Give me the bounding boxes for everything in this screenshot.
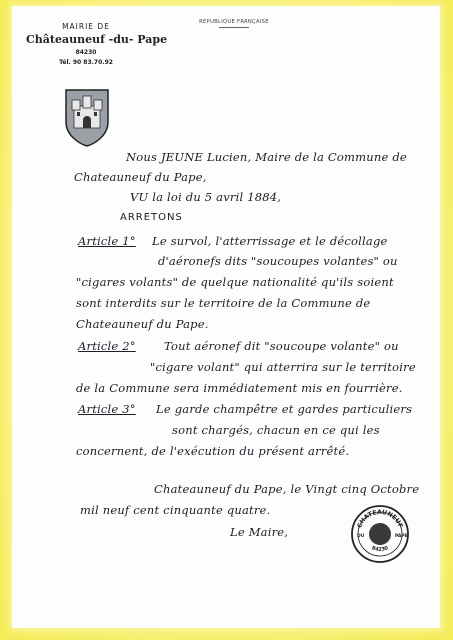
document-page <box>12 6 440 628</box>
seal-left-text: DU <box>357 534 365 539</box>
intro-line-2: Chateauneuf du Pape, <box>74 170 207 184</box>
intro-vu-line: VU la loi du 5 avril 1884, <box>130 190 282 204</box>
article-3-label: Article 3° <box>78 402 136 416</box>
svg-text:84230 <box>371 545 390 553</box>
seal-top-text: CHATEAUNEUF <box>356 508 404 529</box>
letterhead-town: Châteauneuf -du- Pape <box>26 33 168 46</box>
article-2-label: Article 2° <box>78 339 136 353</box>
letterhead-postcode: 84230 <box>75 49 97 56</box>
arretons-heading: ARRETONS <box>120 212 183 223</box>
article-2-line-1: Tout aéronef dit "soucoupe volante" ou <box>164 339 399 353</box>
article-3-line-3: concernent, de l'exécution du présent arrêté. <box>76 444 350 458</box>
intro-line-1: Nous JEUNE Lucien, Maire de la Commune de <box>126 150 407 164</box>
article-3-line-1: Le garde champêtre et gardes particuliers <box>156 402 413 416</box>
article-1-label: Article 1° <box>78 234 136 248</box>
article-2-line-3: de la Commune sera immédiatement mis en fourrière. <box>76 381 403 395</box>
article-1-line-3: "cigares volants" de quelque nationalité qu'ils soient <box>76 275 394 289</box>
republic-header <box>184 19 284 28</box>
article-1-line-5: Chateauneuf du Pape. <box>76 317 209 331</box>
letterhead <box>26 22 168 66</box>
article-3-line-2: sont chargés, chacun en ce qui les <box>172 423 380 437</box>
article-1-line-2: d'aéronefs dits "soucoupes volantes" ou <box>158 254 398 268</box>
article-1-line-1: Le survol, l'atterrissage et le décollage <box>152 234 388 248</box>
signature-label: Le Maire, <box>230 525 289 539</box>
letterhead-mairie: MAIRIE DE <box>62 22 110 31</box>
republic-rule <box>219 27 249 28</box>
seal-right-text: PAPE <box>395 534 408 539</box>
article-1-line-4: sont interdits sur le territoire de la Commune de <box>76 296 371 310</box>
town-seal-stamp <box>350 504 410 564</box>
coat-of-arms-icon <box>64 88 110 148</box>
closing-line-1: Chateauneuf du Pape, le Vingt cinq Octobre <box>154 482 420 496</box>
seal-bottom-text: 84230 <box>370 545 390 553</box>
article-2-line-2: "cigare volant" qui atterrira sur le territoire <box>150 360 416 374</box>
letterhead-phone: Tél. 90 83.70.92 <box>59 59 113 66</box>
republic-text: REPUBLIQUE FRANÇAISE <box>199 19 269 25</box>
closing-line-2: mil neuf cent cinquante quatre. <box>80 503 271 517</box>
